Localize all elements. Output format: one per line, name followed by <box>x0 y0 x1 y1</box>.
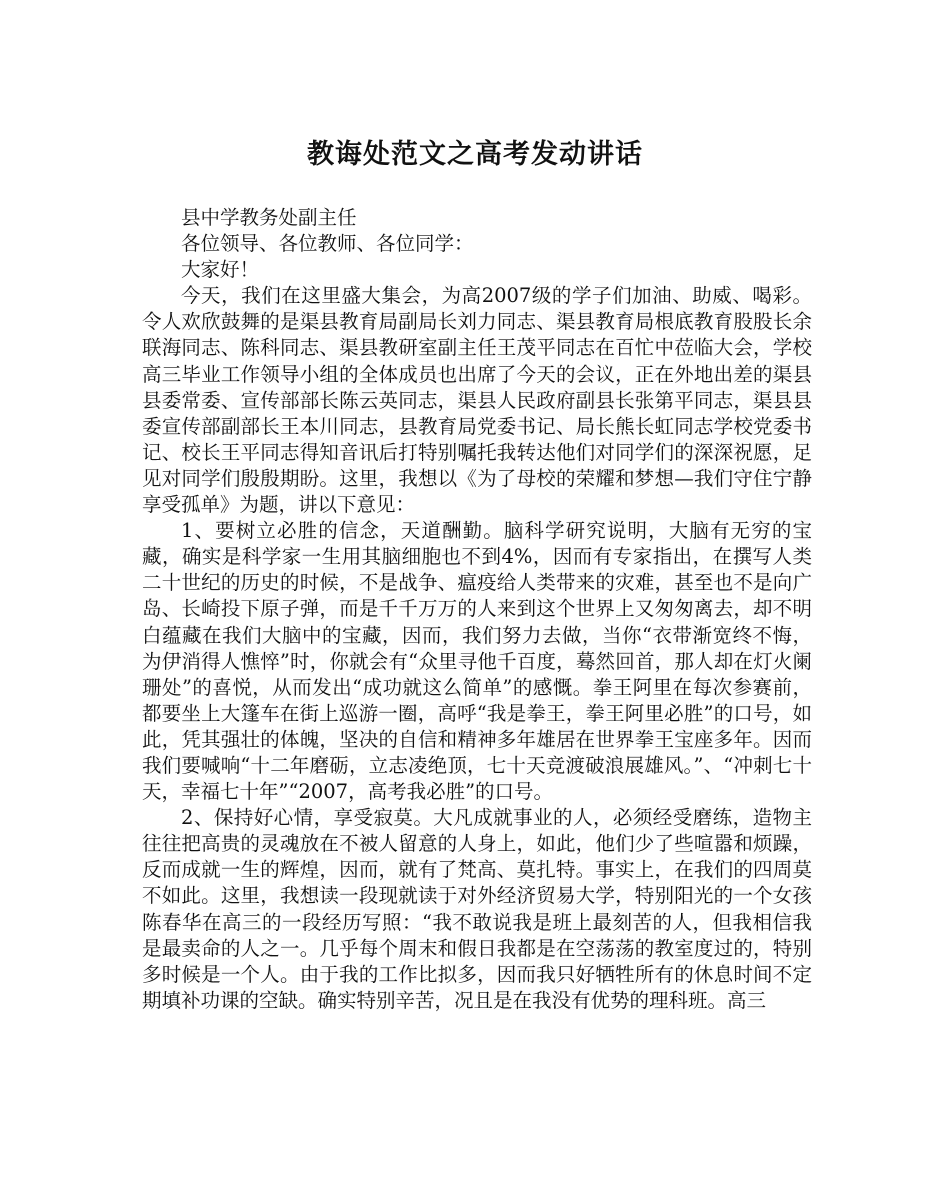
document-body <box>142 205 812 1014</box>
greeting: 大家好！ <box>181 258 260 282</box>
author-line: 县中学教务处副主任 <box>181 206 357 229</box>
paragraph-point-2: 2、保持好心情，享受寂莫。大凡成就事业的人，必须经受磨练，造物主往往把高贵的灵魂放在不被人留意的人身上，如此，他们少了些喧嚣和烦躁，反而成就一生的辉煌，因而，就有了梵高、莫扎特。事实上，在我们的四周莫不如此。这里，我想读一段现就读于对外经济贸易大学，特别阳光的一个女孩陈春华在高三的一段经历写照：“我不敢说我是班上最刻苦的人，但我相信我是最卖命的人之一。几乎每个周末和假日我都是在空荡荡的教室度过的，特别多时候是一个人。由于我的工作比拟多，因而我只好牺牲所有的休息时间不定期填补功课的空缺。确实特别辛苦，况且是在我没有优势的理科班。高三 <box>142 806 812 1012</box>
document-title: 教诲处范文之高考发动讲话 <box>307 139 643 170</box>
salutation: 各位领导、各位教师、各位同学： <box>181 232 474 256</box>
paragraph-intro: 今天，我们在这里盛大集会，为高2007级的学子们加油、助威、喝彩。令人欢欣鼓舞的是渠县教育局副局长刘力同志、渠县教育局根底教育股股长余联海同志、陈科同志、渠县教研室副主任王茂平同志在百忙中莅临大会，学校高三毕业工作领导小组的全体成员也出席了今天的会议，正在外地出差的渠县县委常委、宣传部部长陈云英同志，渠县人民政府副县长张第平同志，渠县县委宣传部副部长王本川同志，县教育局党委书记、局长熊长虹同志学校党委书记、校长王平同志得知音讯后打特别嘱托我转达他们对同学们的深深祝愿，足见对同学们殷殷期盼。这里，我想以《为了母校的荣耀和梦想—我们守住宁静享受孤单》为题，讲以下意见： <box>142 284 812 517</box>
paragraph-point-1: 1、要树立必胜的信念，天道酬勤。脑科学研究说明，大脑有无穷的宝藏，确实是科学家一生用其脑细胞也不到4%，因而有专家指出，在撰写人类二十世纪的历史的时候，不是战争、瘟疫给人类带来的灾难，甚至也不是向广岛、长崎投下原子弹，而是千千万万的人来到这个世界上又匆匆离去，却不明白蕴藏在我们大脑中的宝藏，因而，我们努力去做，当你“衣带渐宽终不悔，为伊消得人憔悴”时，你就会有“众里寻他千百度，蓦然回首，那人却在灯火阑珊处”的喜悦，从而发出“成功就这么简单”的感慨。拳王阿里在每次参赛前，都要坐上大篷车在街上巡游一圈，高呼“我是拳王，拳王阿里必胜”的口号，如此，凭其强壮的体魄，坚决的自信和精神多年雄居在世界拳王宝座多年。因而我们要喊响“十二年磨砺，立志凌绝顶，七十天竞渡破浪展雄风。”、“冲刺七十天，幸福七十年”“2007，高考我必胜”的口号。 <box>142 519 812 804</box>
